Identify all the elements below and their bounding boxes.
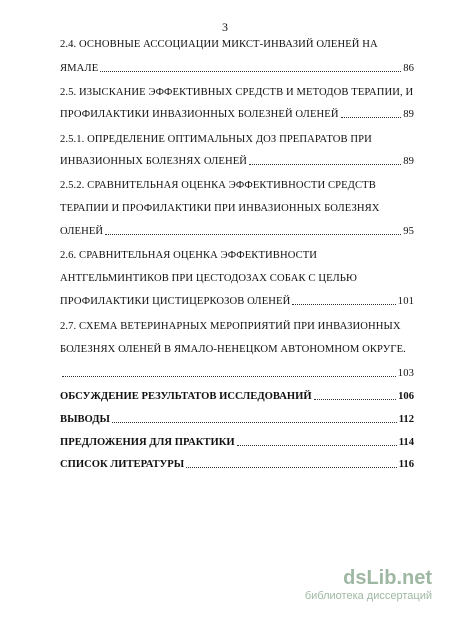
toc-entry-last-line (60, 367, 414, 381)
toc-entry-line: ТЕРАПИИ И ПРОФИЛАКТИКИ ПРИ ИНВАЗИОННЫХ БОЛЕЗНЯХ (60, 203, 380, 214)
toc-entry-line: АНТГЕЛЬМИНТИКОВ ПРИ ЦЕСТОДОЗАХ СОБАК С ЦЕЛЬЮ (60, 273, 357, 284)
toc-page-number: 101 (397, 296, 414, 307)
toc-page-number: 103 (397, 368, 414, 379)
toc-entry-line: 2.5. ИЗЫСКАНИЕ ЭФФЕКТИВНЫХ СРЕДСТВ И МЕТОДОВ ТЕРАПИИ, И (60, 87, 414, 98)
toc-entry-line: 2.7. СХЕМА ВЕТЕРИНАРНЫХ МЕРОПРИЯТИЙ ПРИ ИНВАЗИОННЫХ (60, 321, 401, 332)
toc-page-number: 106 (398, 391, 414, 402)
toc-entry-text: ЯМАЛЕ (60, 63, 99, 74)
toc-entry-last-line (60, 295, 414, 309)
dot-leader (100, 62, 401, 72)
dot-leader (249, 155, 401, 165)
dot-leader (186, 458, 397, 468)
toc-entry-text: ПРОФИЛАКТИКИ ЦИСТИЦЕРКОЗОВ ОЛЕНЕЙ (60, 296, 291, 307)
toc-entry-last-line (60, 413, 414, 427)
toc-page-number: 112 (398, 414, 414, 425)
toc-entry-last-line (60, 225, 414, 239)
dot-leader (341, 108, 402, 118)
toc-entry-last-line (60, 155, 414, 169)
toc-page-number: 86 (403, 63, 414, 74)
toc-entry-last-line (60, 436, 414, 450)
toc-entry-text: ПРОФИЛАКТИКИ ИНВАЗИОННЫХ БОЛЕЗНЕЙ ОЛЕНЕЙ (60, 109, 339, 120)
toc-page-number: 95 (403, 226, 414, 237)
dot-leader (237, 436, 397, 446)
toc-entry-line: 2.4. ОСНОВНЫЕ АССОЦИАЦИИ МИКСТ-ИНВАЗИЙ ОЛЕНЕЙ НА (60, 39, 378, 50)
toc-page-number: 116 (398, 459, 414, 470)
dot-leader (105, 225, 401, 235)
toc-page-number: 89 (403, 156, 414, 167)
toc-entry-line: 2.5.1. ОПРЕДЕЛЕНИЕ ОПТИМАЛЬНЫХ ДОЗ ПРЕПАРАТОВ ПРИ (60, 134, 372, 145)
dot-leader (112, 413, 397, 423)
toc-entry-line: БОЛЕЗНЯХ ОЛЕНЕЙ В ЯМАЛО-НЕНЕЦКОМ АВТОНОМНОМ ОКРУГЕ. (60, 344, 406, 355)
toc-entry-line: 2.5.2. СРАВНИТЕЛЬНАЯ ОЦЕНКА ЭФФЕКТИВНОСТИ СРЕДСТВ (60, 180, 376, 191)
toc-entry-text: ПРЕДЛОЖЕНИЯ ДЛЯ ПРАКТИКИ (60, 437, 235, 448)
toc-entry-line: 2.6. СРАВНИТЕЛЬНАЯ ОЦЕНКА ЭФФЕКТИВНОСТИ (60, 250, 318, 261)
toc-entry-text: ОБСУЖДЕНИЕ РЕЗУЛЬТАТОВ ИССЛЕДОВАНИЙ (60, 391, 312, 402)
toc-entry-last-line (60, 108, 414, 122)
toc-entry-text: ОЛЕНЕЙ (60, 226, 104, 237)
dot-leader (314, 390, 396, 400)
page-number: 3 (222, 20, 228, 34)
toc-entry-text: СПИСОК ЛИТЕРАТУРЫ (60, 459, 185, 470)
toc-page-number: 89 (403, 109, 414, 120)
dot-leader (62, 367, 396, 377)
toc-page-number: 114 (398, 437, 414, 448)
toc-entry-last-line (60, 62, 414, 76)
watermark (305, 567, 432, 603)
toc-entry-text: ВЫВОДЫ (60, 414, 110, 425)
toc-entry-last-line (60, 390, 414, 404)
watermark-tagline: библиотека диссертаций (304, 590, 432, 602)
watermark-logo: dsLib.net (343, 567, 432, 589)
toc-entry-text: ИНВАЗИОННЫХ БОЛЕЗНЯХ ОЛЕНЕЙ (60, 156, 248, 167)
dot-leader (292, 295, 395, 305)
toc-entry-last-line (60, 458, 414, 472)
